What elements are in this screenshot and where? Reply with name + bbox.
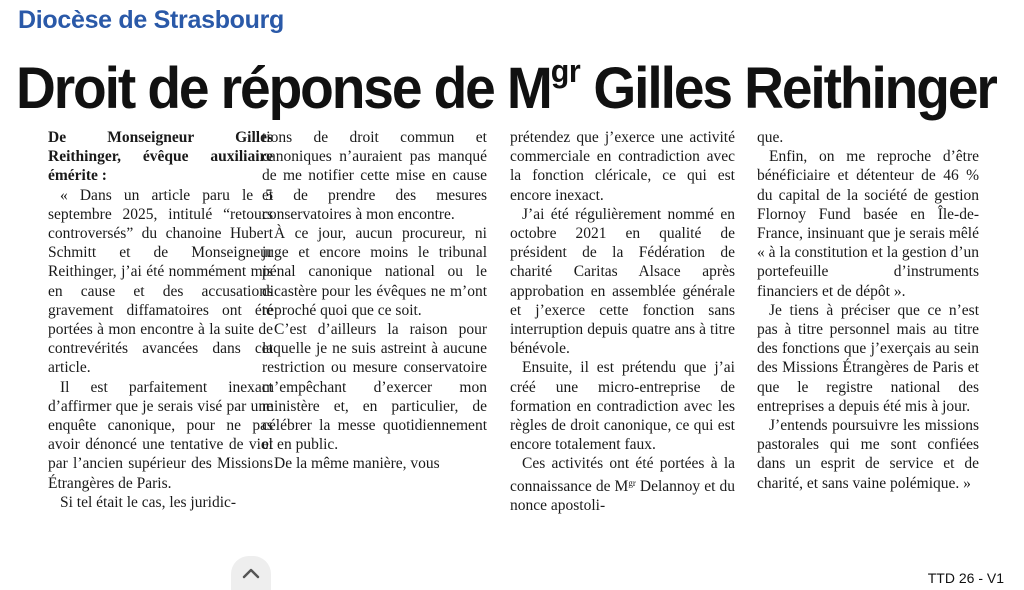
- scroll-up-button[interactable]: [231, 556, 271, 590]
- chevron-up-icon: [242, 567, 260, 579]
- article-column-2: [262, 128, 487, 474]
- superscript: gr: [628, 477, 636, 488]
- paragraph: C’est d’ailleurs la raison pour laquelle je ne suis astreint à aucune restriction ou mesure conservatoire m’empêchant d’exercer mon ministère et, en particulier, de célébrer la messe quotidiennement et en public.: [262, 321, 487, 454]
- paragraph: Enfin, on me reproche d’être bénéficiaire et détenteur de 46 % du capital de la société de gestion Flornoy Fund basée en Île-de-France, insinuant que je serais mêlé « à la constitution et la gestion d’un portefeuille d’instruments financiers et de dépôt ».: [757, 148, 979, 300]
- paragraph: À ce jour, aucun procureur, ni juge et encore moins le tribunal pénal canonique national ou le dicastère pour les évêques ne m’ont reproché quoi que ce soit.: [262, 225, 487, 319]
- paragraph: que.: [757, 129, 784, 146]
- paragraph: Ensuite, il est prétendu que j’ai créé une micro-entreprise de formation en contradiction avec les règles de droit canonique, ce qui est encore totalement faux.: [510, 359, 735, 454]
- paragraph: prétendez que j’exerce une activité commerciale en contradiction avec la fonction cléricale, ce qui est encore inexact.: [510, 129, 735, 204]
- paragraph: J’entends poursuivre les missions pastorales qui me sont confiées dans un esprit de service et de charité, et sans vaine polémique. »: [757, 417, 979, 492]
- paragraph: Il est parfaitement inexact d’affirmer que je serais visé par une enquête canonique, pour ne pas avoir dénoncé une tentative de viol par l’ancien supérieur des Missions Étrangères de Paris.: [48, 378, 273, 492]
- article-column-4: [757, 128, 979, 493]
- paragraph: De la même manière, vous: [274, 455, 440, 473]
- paragraph: Je tiens à préciser que ce n’est pas à titre personnel mais au titre des fonctions que j’exerçais au sein des Missions Étrangères de Paris et que le registre national des entreprises a depuis été mis à jour.: [757, 301, 979, 415]
- article-column-1: [48, 128, 273, 512]
- page-folio: TTD 26 - V1: [927, 570, 1004, 586]
- paragraph: « Dans un article paru le 5 septembre 2025, intitulé “retours controversés” du chanoine Hubert Schmitt et de Monseigneur Reithinger, j’ai été nommément mis en cause et des accusations gravement diffamatoires ont été portées à mon encontre à la suite de contrevérités avancées dans cet article.: [48, 186, 273, 377]
- article-lead: De Monseigneur Gilles Reithinger, évêque auxiliaire émérite :: [48, 129, 273, 185]
- page-title: [16, 38, 996, 122]
- paragraph: Si tel était le cas, les juridic-: [60, 493, 237, 511]
- section-kicker: Diocèse de Strasbourg: [18, 6, 285, 34]
- paragraph: tions de droit commun et canoniques n’auraient pas manqué de me notifier cette mise en cause et de prendre des mesures conservatoires à mon encontre.: [262, 129, 487, 223]
- article-column-3: [510, 128, 735, 515]
- title-end: Gilles Reithinger: [580, 56, 996, 121]
- paragraph: J’ai été régulièrement nommé en octobre 2021 en qualité de président de la Fédération de charité Caritas Alsace après approbation en assemblée générale et j’exerce cette fonction sans interruption depuis quatre ans à titre bénévole.: [510, 205, 735, 358]
- title-main: Droit de réponse de M: [16, 56, 551, 121]
- paragraph-part: Delannoy et du nonce apostoli-: [510, 477, 735, 514]
- paragraph: [510, 454, 735, 515]
- paragraph-part: Ces activités ont été portées à la connaissance de M: [510, 455, 735, 495]
- title-superscript: gr: [550, 53, 581, 89]
